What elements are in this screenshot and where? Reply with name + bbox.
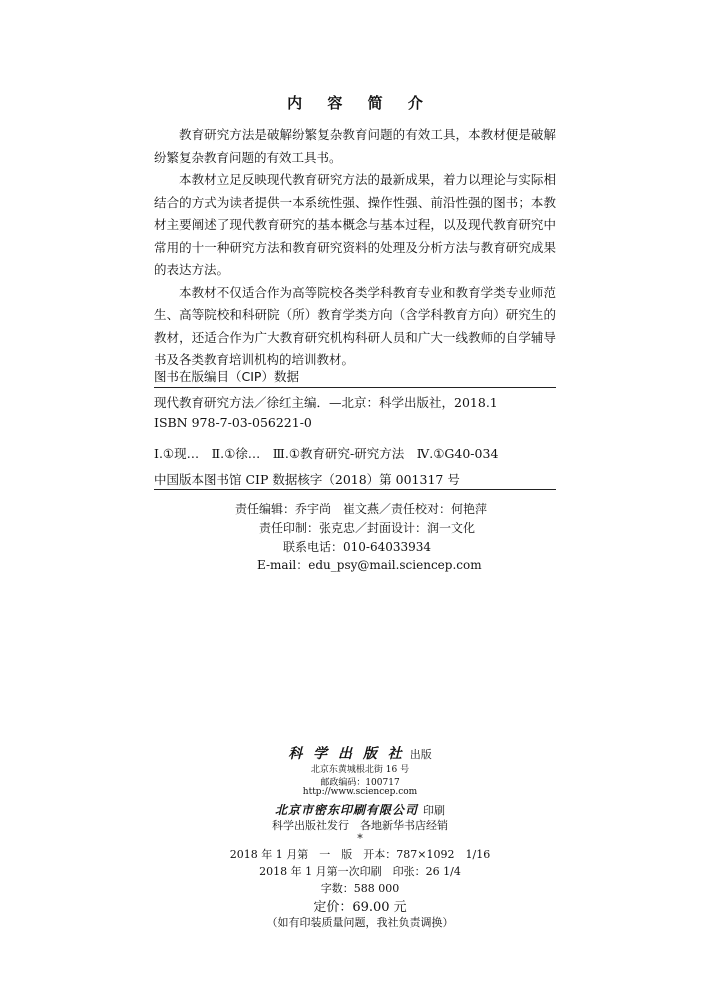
intro-paragraph: 本教材立足反映现代教育研究方法的最新成果，着力以理论与实际相结合的方式为读者提供一本系统性强、操作性强、前沿性强的图书；本教材主要阐述了现代教育研究的基本概念与基本过程，以及现代教育研究中常用的十一种研究方法和教育研究资料的处理及分析方法与教育研究成果的表达方法。 [154,172,556,277]
cip-record-line: 中国版本图书馆 CIP 数据核字（2018）第 001317 号 [154,472,460,487]
publisher-website: http://www.sciencep.com [302,787,418,797]
cip-top-rule [154,387,556,388]
cip-isbn-line: ISBN 978-7-03-056221-0 [154,415,312,430]
cip-subject-line: Ⅰ.①现… Ⅱ.①徐… Ⅲ.①教育研究-研究方法 Ⅳ.①G40-034 [154,446,499,461]
quality-notice: （如有印装质量问题，我社负责调换） [266,916,454,929]
credit-printing: 责任印制：张克忠／封面设计：润一文化 [259,521,476,535]
publisher-name-line [0,743,720,763]
price-line: 定价：69.00 元 [313,900,407,915]
distribution-line: 科学出版社发行 各地新华书店经销 [272,819,448,832]
intro-paragraph: 本教材不仅适合作为高等院校各类学科教育专业和教育学类专业师范生、高等院校和科研院（所）教育学类方向（含学科教育方向）研究生的教材，还适合作为广大教育研究机构科研人员和广大一线教师的自学辅导书及各类教育培训机构的培训教材。 [154,284,556,367]
publisher-postcode: 邮政编码：100717 [320,778,400,788]
printer-suffix: 印刷 [423,804,446,817]
cip-title-line: 现代教育研究方法／徐红主编．—北京：科学出版社，2018.1 [154,395,498,410]
publisher-name: 科 学 出 版 社 [288,746,405,762]
wordcount-line: 字数：588 000 [320,882,400,895]
page-title: 内 容 简 介 [287,94,433,112]
credit-editors: 责任编辑：乔宇尚 崔文燕／责任校对：何艳萍 [235,502,488,516]
cip-heading: 图书在版编目（CIP）数据 [154,369,299,384]
printer-line [0,799,720,818]
separator-star: * [357,832,363,845]
credit-email: E-mail：edu_psy@mail.sciencep.com [257,558,482,572]
cip-bottom-rule [154,489,556,490]
impression-line: 2018 年 1 月第一次印刷 印张：26 1/4 [259,865,461,878]
intro-section [154,124,556,372]
edition-line: 2018 年 1 月第 一 版 开本：787×1092 1/16 [229,848,491,861]
publisher-name-suffix: 出版 [409,748,432,761]
printer-name: 北京市密东印刷有限公司 [274,803,418,817]
credit-phone: 联系电话：010-64033934 [283,540,432,554]
publisher-address: 北京东黄城根北街 16 号 [310,765,410,775]
intro-paragraph: 教育研究方法是破解纷繁复杂教育问题的有效工具，本教材便是破解纷繁复杂教育问题的有效工具书。 [154,127,556,165]
